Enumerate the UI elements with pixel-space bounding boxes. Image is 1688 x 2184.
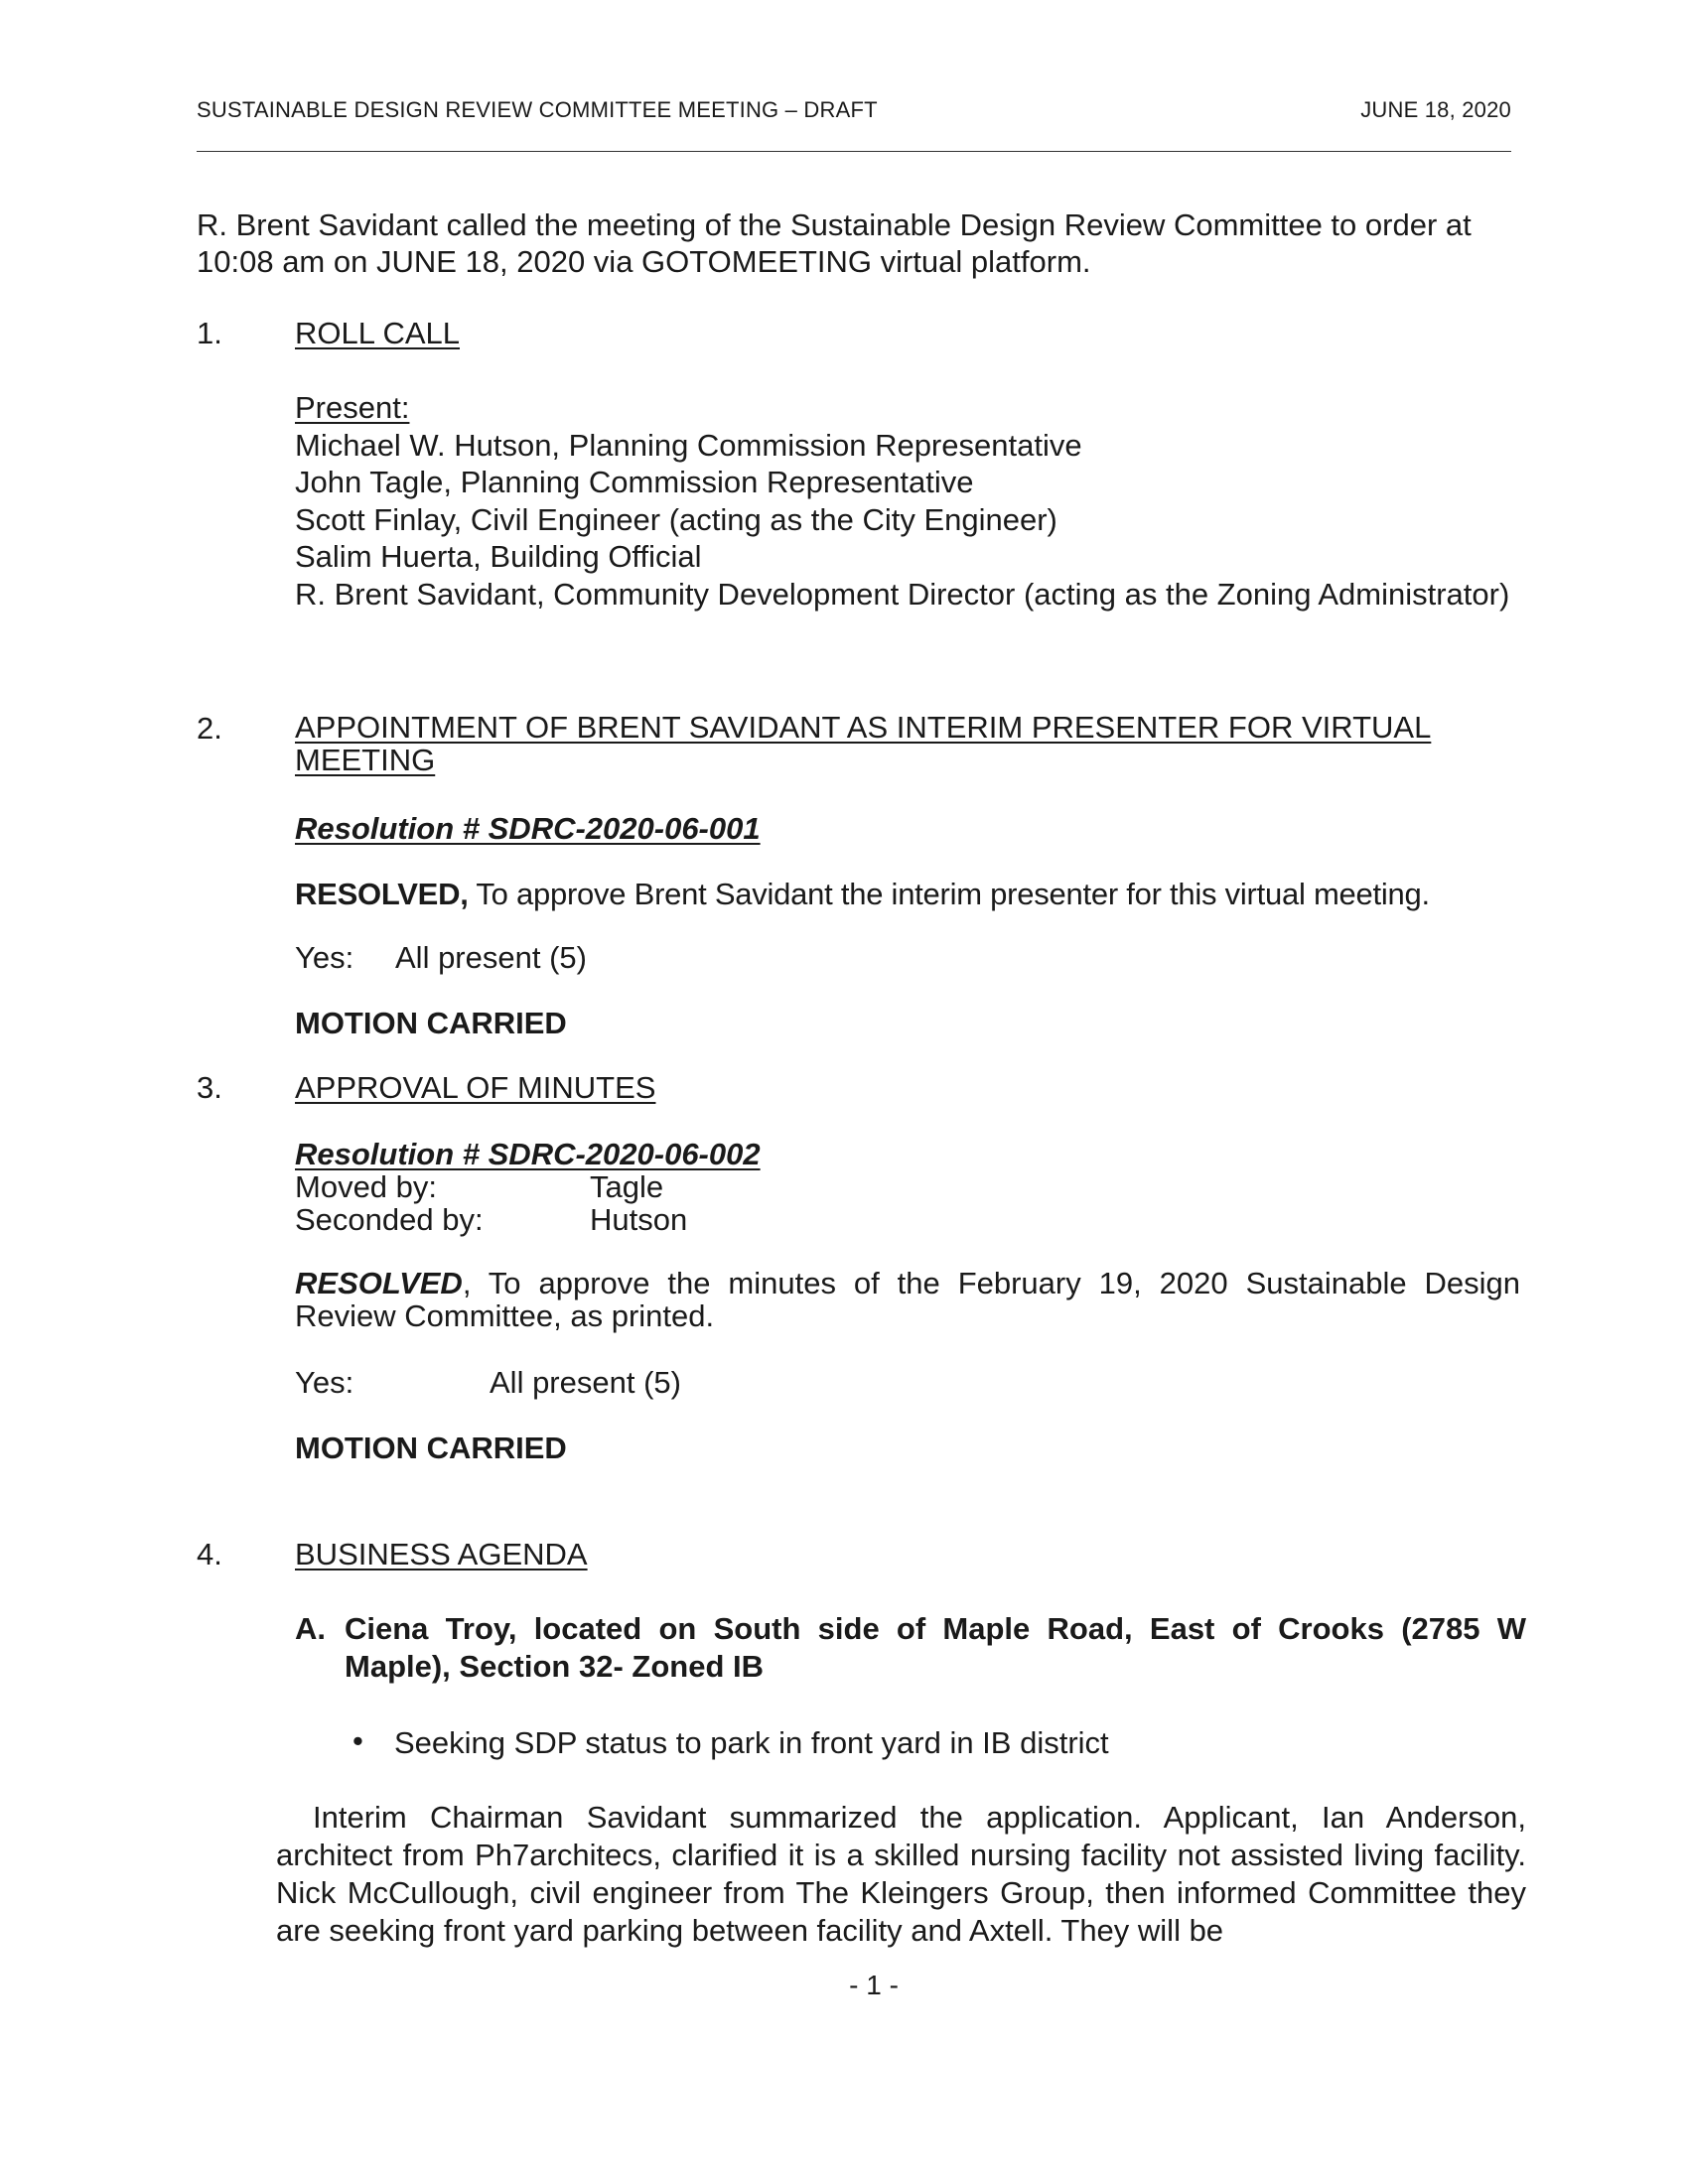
agenda-item-letter: A. [295,1611,326,1646]
section-2-title: APPOINTMENT OF BRENT SAVIDANT AS INTERIM PRESENTER FOR VIRTUAL MEETING [295,710,1432,777]
moved-row [295,1168,1520,1204]
header-date: JUNE 18, 2020 [1360,97,1511,122]
yes-label: Yes: [295,940,354,975]
seconded-row [295,1201,1520,1237]
yes-label: Yes: [295,1365,354,1400]
yes-value: All present (5) [490,1365,681,1400]
summary-paragraph: Interim Chairman Savidant summarized the application. Applicant, Ian Anderson, architect from Ph7architecs, clarified it is a skilled nursing facility not assisted living facility. Nick McCullough, civil engineer from The Kleingers Group, then informed Committee they are seeking front yard parking between facility and Axtell. They will be [276,1800,1526,1948]
section-2-motion: MOTION CARRIED [295,1006,567,1040]
section-2-resolution-number [295,810,1520,847]
moved-label: Moved by: [295,1169,438,1204]
section-3-title: APPROVAL OF MINUTES [295,1070,656,1105]
section-1-title: ROLL CALL [295,316,460,350]
bullet-text: Seeking SDP status to park in front yard in IB district [394,1725,1109,1760]
page-number: - 1 - [849,1970,899,2000]
section-2-vote [295,939,1520,976]
yes-value: All present (5) [395,940,587,975]
resolved-label: RESOLVED [295,1266,463,1300]
member-item: Scott Finlay, Civil Engineer (acting as the City Engineer) [295,501,1057,537]
header-title: SUSTAINABLE DESIGN REVIEW COMMITTEE MEETING – DRAFT [197,97,878,122]
section-3-resolved [295,1267,1520,1332]
roll-call-block [295,389,1520,613]
resolved-text: To approve Brent Savidant the interim presenter for this virtual meeting. [468,877,1430,911]
section-4-title: BUSINESS AGENDA [295,1537,588,1571]
member-item-last: R. Brent Savidant, Community Development Director (acting as the Zoning Administrator) [295,576,1510,612]
seconded-label: Seconded by: [295,1202,484,1237]
present-label: Present: [295,390,410,425]
section-3-motion: MOTION CARRIED [295,1431,567,1465]
member-item: John Tagle, Planning Commission Representative [295,465,974,499]
agenda-item-title: Ciena Troy, located on South side of Maple Road, East of Crooks (2785 W Maple), Section 32- Zoned IB [345,1611,1526,1684]
resolution-number: Resolution # SDRC-2020-06-002 [295,1137,761,1171]
resolution-number: Resolution # SDRC-2020-06-001 [295,811,761,846]
section-1-number: 1. [197,316,222,350]
resolved-text: , To approve the minutes of the February 19, 2020 Sustainable Design Review Committee, as printed. [295,1266,1520,1333]
section-2-resolved [295,876,1520,912]
section-3-resolution-block [295,1136,1520,1237]
section-3-number: 3. [197,1070,222,1105]
page-header [197,97,1511,152]
member-item: Salim Huerta, Building Official [295,539,702,574]
bullet-icon: • [352,1723,363,1758]
section-3-vote [295,1364,1520,1401]
agenda-item-a [295,1610,1526,1686]
resolved-label: RESOLVED, [295,877,469,911]
moved-value: Tagle [590,1169,664,1204]
member-item: Michael W. Hutson, Planning Commission Representative [295,427,1082,463]
section-2-number: 2. [197,711,222,746]
present-list [295,427,1520,576]
intro-paragraph: R. Brent Savidant called the meeting of the Sustainable Design Review Committee to order at 10:08 am on JUNE 18, 2020 via GOTOMEETING virtual platform. [197,207,1472,279]
seconded-value: Hutson [590,1202,688,1237]
section-4-number: 4. [197,1537,222,1571]
